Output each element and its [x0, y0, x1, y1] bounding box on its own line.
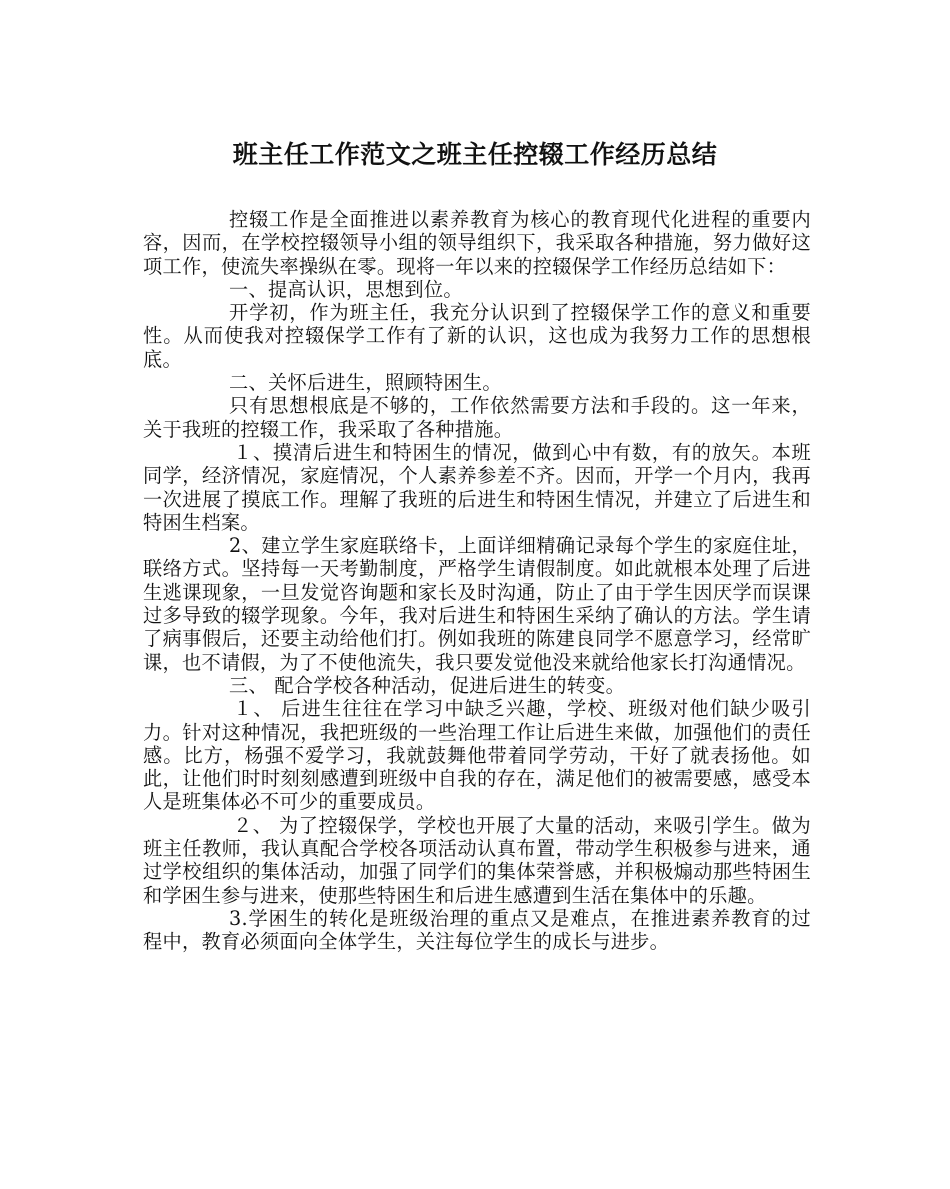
document-title: 班主任工作范文之班主任控辍工作经历总结 — [232, 140, 718, 169]
list-item: ２、 为了控辍保学，学校也开展了大量的活动，来吸引学生。做为班主任教师，我认真配合学校各项活动认真布置，带动学生积极参与进来，通过学校组织的集体活动，加强了同学们的集体荣誉感，并积极煽动那些特困生和学困生参与进来，使那些特困生和后进生感遭到生活在集体中的乐趣。 — [143, 813, 811, 907]
list-item: １、摸清后进生和特困生的情况，做到心中有数，有的放矢。本班同学，经济情况，家庭情况，个人素养参差不齐。因而，开学一个月内，我再一次进展了摸底工作。理解了我班的后进生和特困生情况，并建立了后进生和特困生档案。 — [143, 440, 811, 534]
document-body — [143, 208, 811, 954]
paragraph-intro: 控辍工作是全面推进以素养教育为核心的教育现代化进程的重要内容，因而，在学校控辍领导小组的领导组织下，我采取各种措施，努力做好这项工作，使流失率操纵在零。现将一年以来的控辍保学工作经历总结如下： — [143, 208, 811, 278]
paragraph: 开学初，作为班主任，我充分认识到了控辍保学工作的意义和重要性。从而使我对控辍保学工作有了新的认识，这也成为我努力工作的思想根底。 — [143, 301, 811, 371]
paragraph: 只有思想根底是不够的，工作依然需要方法和手段的。这一年来，关于我班的控辍工作，我采取了各种措施。 — [143, 394, 811, 441]
section-heading-2: 二、关怀后进生，照顾特困生。 — [229, 371, 502, 395]
list-item: 2、建立学生家庭联络卡，上面详细精确记录每个学生的家庭住址，联络方式。坚持每一天考勤制度，严格学生请假制度。如此就根本处理了后进生逃课现象，一旦发觉咨询题和家长及时沟通，防止了由于学生因厌学而误课过多导致的辍学现象。今年，我对后进生和特困生采纳了确认的方法。学生请了病事假后，还要主动给他们打。例如我班的陈建良同学不愿意学习，经常旷课，也不请假，为了不使他流失，我只要发觉他没来就给他家长打沟通情况。 — [143, 534, 811, 674]
list-item: １、 后进生往往在学习中缺乏兴趣，学校、班级对他们缺少吸引力。针对这种情况，我把班级的一些治理工作让后进生来做，加强他们的责任感。比方，杨强不爱学习，我就鼓舞他带着同学劳动，干好了就表扬他。如此，让他们时时刻刻感遭到班级中自我的存在，满足他们的被需要感，感受本人是班集体必不可少的重要成员。 — [143, 697, 811, 814]
section-heading-3: 三、 配合学校各种活动，促进后进生的转变。 — [229, 673, 626, 697]
list-item: 3.学困生的转化是班级治理的重点又是难点，在推进素养教育的过程中，教育必须面向全体学生，关注每位学生的成长与进步。 — [143, 906, 811, 954]
section-heading-1: 一、提高认识，思想到位。 — [229, 277, 463, 301]
